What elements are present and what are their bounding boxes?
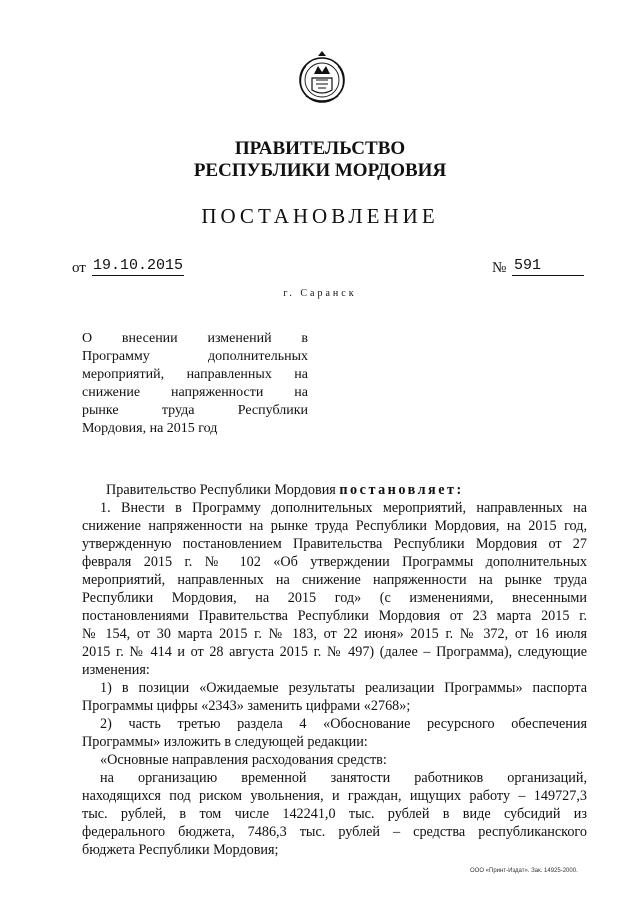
document-body xyxy=(82,481,587,859)
government-title-line1: ПРАВИТЕЛЬСТВО xyxy=(234,138,406,159)
body-line: изменения: xyxy=(82,662,150,678)
printer-footer: ООО «Принт-Издат». Зак. 14925-2000. xyxy=(470,868,578,874)
body-line: мероприятий, направленных на снижение напряженности на рынке труда xyxy=(82,572,587,588)
body-line: на организацию временной занятости работников организаций, xyxy=(100,770,587,786)
body-line: февраля 2015 г. № 102 «Об утверждении Программы дополнительных xyxy=(82,554,587,570)
date-label: от xyxy=(72,260,86,276)
body-line: 1. Внести в Программу дополнительных мероприятий, направленных на xyxy=(100,500,587,516)
body-line: «Основные направления расходования средств: xyxy=(100,752,387,768)
preamble-text: Правительство Республики Мордовия xyxy=(106,482,340,498)
body-line: находящихся под риском увольнения, и граждан, ищущих работу – 149727,3 xyxy=(82,788,587,804)
body-line: Программы» изложить в следующей редакции: xyxy=(82,734,368,750)
body-line: утвержденную постановлением Правительства Республики Мордовия от 27 xyxy=(82,536,587,552)
subject-line: Мордовия, на 2015 год xyxy=(82,421,218,436)
city-label: г. Саранск xyxy=(283,288,357,299)
body-line: бюджета Республики Мордовия; xyxy=(82,842,279,858)
body-line: Республики Мордовия, на 2015 год» (с изменениями, внесенными xyxy=(82,590,587,606)
subject-line: рынке труда Республики xyxy=(82,403,308,418)
document-number: 591 xyxy=(512,257,584,276)
body-line: постановлениями Правительства Республики Мордовия от 23 марта 2015 г. xyxy=(82,608,587,624)
subject-line: мероприятий, направленных на xyxy=(82,367,308,382)
document-date: 19.10.2015 xyxy=(92,257,183,274)
coat-of-arms-emblem xyxy=(294,50,350,108)
body-line: Программы цифры «2343» заменить цифрами «2768»; xyxy=(82,698,411,714)
preamble-verb: постановляет: xyxy=(339,482,464,498)
document-type-title: ПОСТАНОВЛЕНИЕ xyxy=(201,204,439,228)
body-line: 1) в позиции «Ожидаемые результаты реализации Программы» паспорта xyxy=(100,680,587,696)
body-line: федерального бюджета, 7486,3 тыс. рублей – средства республиканского xyxy=(82,824,587,840)
government-title-line2: РЕСПУБЛИКИ МОРДОВИЯ xyxy=(193,160,447,181)
number-label: № xyxy=(492,260,507,276)
body-line: 2) часть третью раздела 4 «Обоснование ресурсного обеспечения xyxy=(100,716,587,732)
subject-line: Программу дополнительных xyxy=(82,349,308,364)
body-line: снижение напряженности на рынке труда Республики Мордовия, на 2015 год, xyxy=(82,518,587,534)
preamble xyxy=(82,481,587,499)
body-line: № 154, от 30 марта 2015 г. № 183, от 22 июня» 2015 г. № 372, от 16 июля xyxy=(82,626,587,642)
body-line: тыс. рублей, в том числе 142241,0 тыс. рублей в виде субсидий из xyxy=(82,806,587,822)
body-line: 2015 г. № 414 и от 28 августа 2015 г. № 497) (далее – Программа), следующие xyxy=(82,644,587,660)
subject-line: О внесении изменений в xyxy=(82,331,308,346)
document-subject xyxy=(82,330,308,438)
subject-line: снижение напряженности на xyxy=(82,385,308,400)
